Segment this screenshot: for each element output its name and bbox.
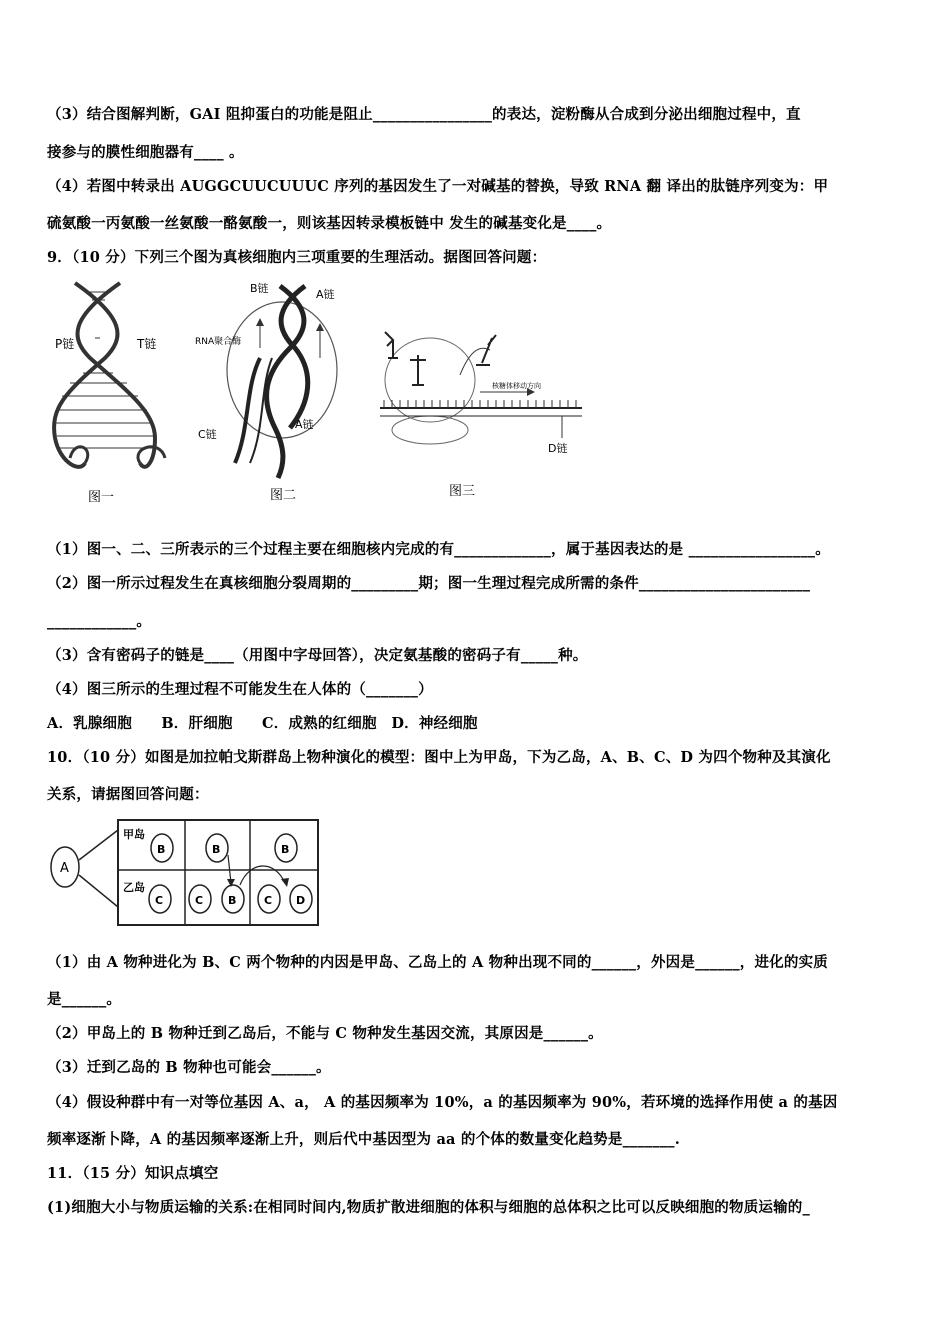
species-a-label: A	[60, 861, 69, 876]
figure-2-transcription	[190, 278, 360, 488]
fig2-caption: 图二	[270, 488, 297, 503]
fig1-label-t: T链	[137, 337, 157, 351]
q10-header-line2: 关系，请据图回答问题：	[47, 786, 209, 803]
fig2-label-a-top: A链	[316, 288, 335, 301]
figure-species-evolution-model	[45, 815, 330, 930]
fig2-label-b: B链	[250, 282, 269, 295]
top-cell-2-species: B	[212, 843, 221, 856]
bottom-cell-2-species-2: B	[228, 894, 237, 907]
q8-part4-line1: （4）若图中转录出 AUGGCUUCUUUC 序列的基因发生了一对碱基的替换，导致 RNA 翻 译出的肽链序列变为：甲	[47, 178, 829, 195]
top-cell-3-species: B	[281, 843, 290, 856]
q8-part4-line2: 硫氨酸一丙氨酸一丝氨酸一酪氨酸一，则该基因转录模板链中 发生的碱基变化是____。	[47, 215, 612, 232]
q9-part2-line1: （2）图一所示过程发生在真核细胞分裂周期的_________期；图一生理过程完成所需的条件_______________________	[47, 575, 811, 592]
island-bottom-label: 乙岛	[123, 881, 145, 894]
top-cell-1-species: B	[157, 843, 166, 856]
q9-part1: （1）图一、二、三所表示的三个过程主要在细胞核内完成的有_____________，属于基因表达的是 _________________。	[47, 541, 830, 558]
fig1-label-p: P链	[55, 337, 75, 351]
q11-part1: (1)细胞大小与物质运输的关系:在相同时间内,物质扩散进细胞的体积与细胞的总体积之比可以反映细胞的物质运输的_	[47, 1199, 810, 1216]
figure-3-translation	[370, 320, 595, 470]
fig2-label-a-bottom: A链	[295, 418, 314, 431]
bottom-cell-3-species-1: C	[264, 894, 273, 907]
q8-part3-line1: （3）结合图解判断，GAI 阻抑蛋白的功能是阻止________________的表达，淀粉酶从合成到分泌出细胞过程中，直	[47, 106, 801, 123]
island-top-label: 甲岛	[123, 828, 145, 841]
fig2-label-c: C链	[198, 428, 217, 441]
q9-part4: （4）图三所示的生理过程不可能发生在人体的（_______）	[47, 681, 433, 698]
fig2-label-rna-polymerase: RNA聚合酶	[195, 337, 242, 347]
q10-part4-line2: 频率逐渐卜降，A 的基因频率逐渐上升，则后代中基因型为 aa 的个体的数量变化趋势是_______.	[47, 1131, 680, 1148]
q9-header: 9．（10 分）下列三个图为真核细胞内三项重要的生理活动。据图回答问题：	[47, 249, 547, 266]
fig1-caption: 图一	[88, 490, 115, 505]
q11-header: 11．（15 分）知识点填空	[47, 1165, 219, 1182]
fig3-label-d: D链	[548, 442, 568, 455]
q10-part1-line2: 是______。	[47, 991, 122, 1008]
q10-part2: （2）甲岛上的 B 物种迁到乙岛后，不能与 C 物种发生基因交流，其原因是______。	[47, 1025, 603, 1042]
fig3-label-direction: 核糖体移动方向	[492, 382, 541, 390]
bottom-cell-2-species-1: C	[195, 894, 204, 907]
q9-options: A．乳腺细胞 B．肝细胞 C．成熟的红细胞 D．神经细胞	[47, 715, 478, 732]
q8-part3-line2: 接参与的膜性细胞器有____ 。	[47, 144, 244, 161]
q10-header-line1: 10．（10 分）如图是加拉帕戈斯群岛上物种演化的模型：图中上为甲岛，下为乙岛，A、B、C、D 为四个物种及其演化	[47, 749, 831, 766]
q9-part2-line2: ____________。	[47, 613, 152, 630]
q10-part3: （3）迁到乙岛的 B 物种也可能会______。	[47, 1059, 331, 1076]
bottom-cell-3-species-2: D	[296, 894, 306, 907]
q10-part4-line1: （4）假设种群中有一对等位基因 A、a， A 的基因频率为 10%，a 的基因频率为 90%，若环境的选择作用使 a 的基因	[47, 1094, 838, 1111]
bottom-cell-1-species: C	[155, 894, 164, 907]
fig3-caption: 图三	[449, 484, 476, 499]
q9-part3: （3）含有密码子的链是____（用图中字母回答），决定氨基酸的密码子有_____种。	[47, 647, 588, 664]
q10-part1-line1: （1）由 A 物种进化为 B、C 两个物种的内因是甲岛、乙岛上的 A 物种出现不同的______，外因是______，进化的实质	[47, 954, 828, 971]
figure-1-dna-replication	[45, 278, 185, 503]
